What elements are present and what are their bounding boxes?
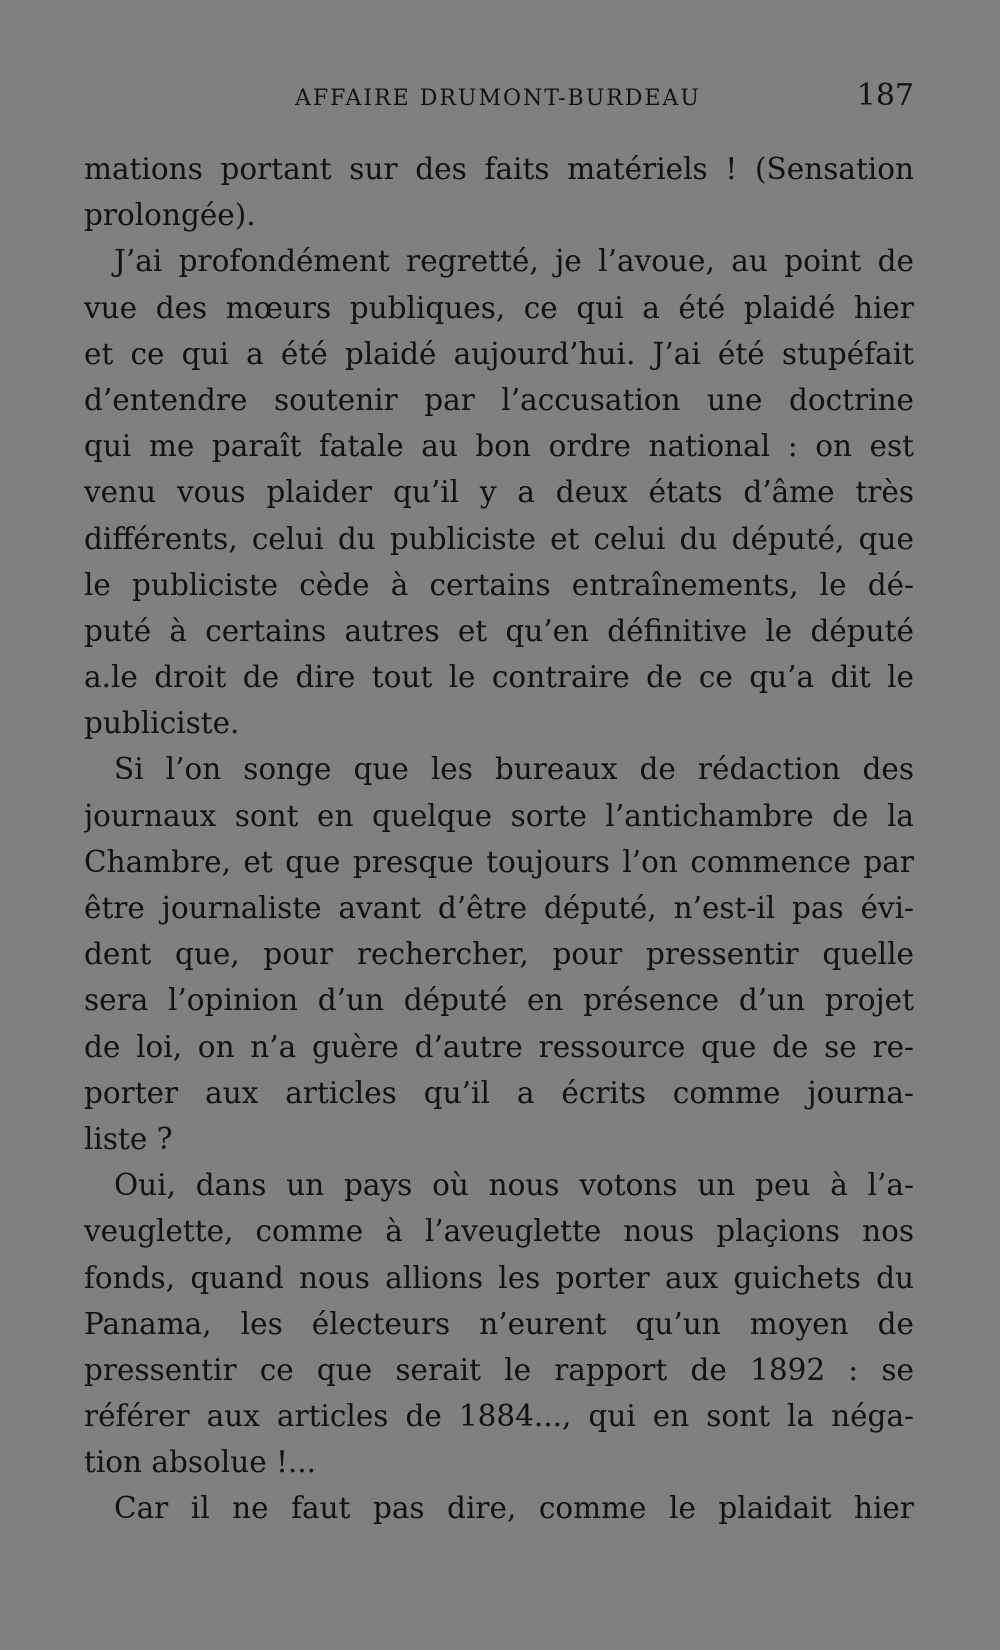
text-line: dent que, pour rechercher, pour pressentir quelle (84, 937, 914, 972)
page-header (0, 78, 1000, 118)
text-line: fonds, quand nous allions les porter aux guichets du (84, 1260, 914, 1295)
text-line: mations portant sur des faits matériels ! (Sensation (84, 152, 914, 186)
text-line: différents, celui du publiciste et celui du député, que (84, 521, 914, 556)
text-line: Oui, dans un pays où nous votons un peu à l’a- (114, 1168, 914, 1203)
body-text (84, 146, 914, 1532)
text-line: le publiciste cède à certains entraînements, le dé- (84, 567, 914, 602)
text-line: a.le droit de dire tout le contraire de ce qu’a dit le (84, 660, 914, 695)
text-line: pressentir ce que serait le rapport de 1892 : se (84, 1352, 914, 1387)
text-line: et ce qui a été plaidé aujourd’hui. J’ai été stupéfait (84, 336, 914, 371)
text-line: journaux sont en quelque sorte l’antichambre de la (84, 798, 914, 833)
text-line: liste ? (84, 1121, 173, 1156)
text-line: Car il ne faut pas dire, comme le plaidait hier (114, 1491, 914, 1526)
text-line: être journaliste avant d’être député, n’est-il pas évi- (84, 891, 914, 925)
text-line: Panama, les électeurs n’eurent qu’un moyen de (84, 1306, 914, 1341)
text-line: de loi, on n’a guère d’autre ressource que de se re- (84, 1029, 914, 1064)
running-title: AFFAIRE DRUMONT-BURDEAU (295, 86, 701, 111)
text-line: qui me paraît fatale au bon ordre national : on est (84, 429, 914, 464)
text-line: publiciste. (84, 706, 240, 741)
text-line: porter aux articles qu’il a écrits comme journa- (84, 1075, 914, 1110)
text-line: référer aux articles de 1884..., qui en sont la néga- (84, 1399, 914, 1434)
text-line: veuglette, comme à l’aveuglette nous plaçions nos (84, 1214, 914, 1249)
text-line: prolongée). (84, 198, 256, 233)
page-number: 187 (856, 78, 914, 113)
text-line: vue des mœurs publiques, ce qui a été plaidé hier (84, 290, 914, 325)
text-line: tion absolue !... (84, 1445, 317, 1480)
text-line: Si l’on songe que les bureaux de rédaction des (114, 752, 914, 787)
text-line: d’entendre soutenir par l’accusation une doctrine (84, 382, 914, 417)
text-line: venu vous plaider qu’il y a deux états d’âme très (84, 475, 914, 510)
text-line: J’ai profondément regretté, je l’avoue, au point de (114, 244, 914, 279)
text-line: sera l’opinion d’un député en présence d’un projet (84, 983, 914, 1018)
text-line: Chambre, et que presque toujours l’on commence par (84, 844, 914, 879)
text-line: puté à certains autres et qu’en définitive le député (84, 613, 914, 648)
